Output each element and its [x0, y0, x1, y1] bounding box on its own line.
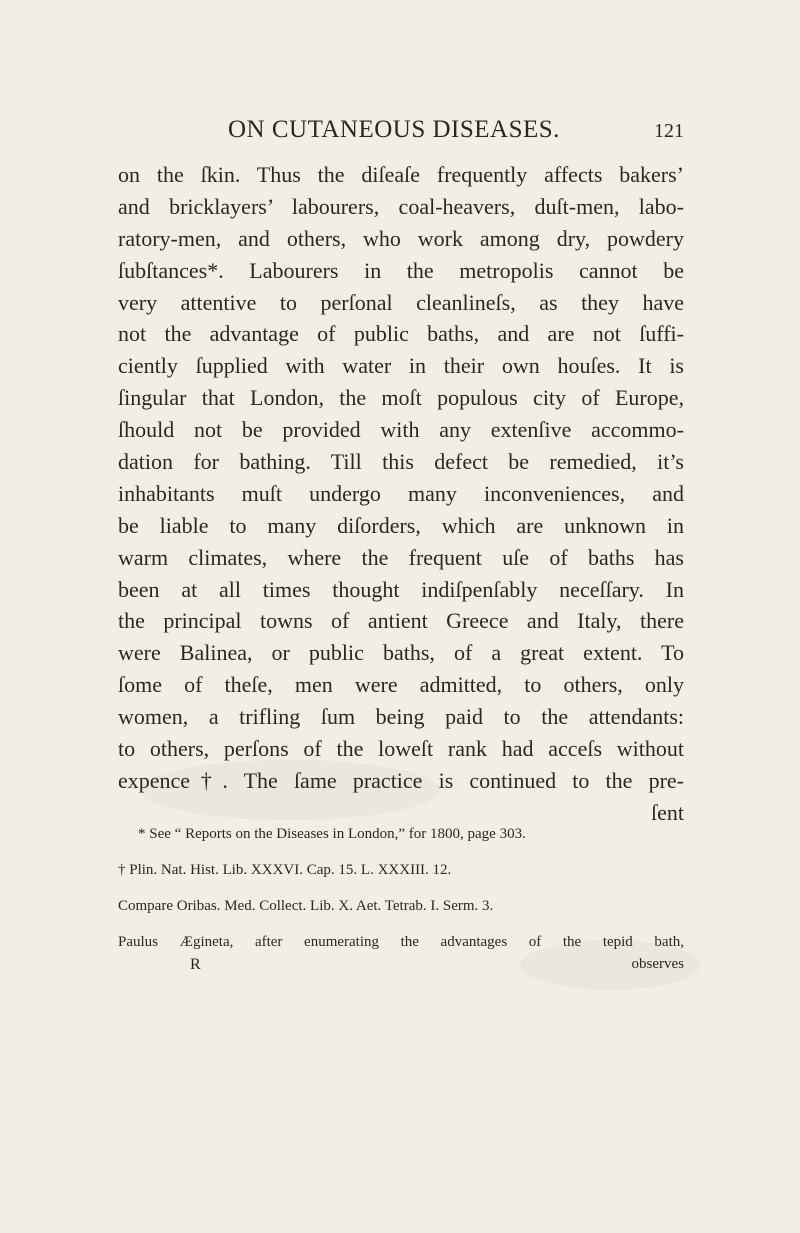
text-line: not the advantage of public baths, and are not ſuffi-	[118, 321, 684, 347]
running-head	[118, 112, 684, 152]
text-line: women, a trifling ſum being paid to the attendants:	[118, 704, 684, 730]
text-line: been at all times thought indiſpenſably neceſſary. In	[118, 576, 684, 602]
text-line: warm climates, where the frequent uſe of baths has	[118, 544, 684, 570]
footnote: Paulus Ægineta, after enumerating the advantages of the tepid bath,	[118, 934, 684, 950]
text-line: ſhould not be provided with any extenſive accommo-	[118, 417, 684, 443]
signature-mark: R	[190, 956, 201, 973]
text-line: ſome of theſe, men were admitted, to others, only	[118, 672, 684, 698]
footer-line	[118, 956, 684, 976]
text-line: on the ſkin. Thus the diſeaſe frequently affects bakers’	[118, 162, 684, 187]
footnote: * See “ Reports on the Diseases in London,” for 1800, page 303.	[138, 826, 526, 842]
footnote: Compare Oribas. Med. Collect. Lib. X. Aet. Tetrab. I. Serm. 3.	[118, 898, 494, 914]
text-line: to others, perſons of the loweſt rank had acceſs without	[118, 736, 684, 762]
text-line: and bricklayers’ labourers, coal-heavers, duſt-men, labo-	[118, 193, 684, 219]
text-line: ſubſtances*. Labourers in the metropolis cannot be	[118, 257, 684, 283]
catchword: observes	[631, 956, 684, 972]
text-line: dation for bathing. Till this defect be remedied, it’s	[118, 449, 684, 475]
text-line: ſingular that London, the moſt populous city of Europe,	[118, 385, 684, 411]
text-line: very attentive to perſonal cleanlineſs, as they have	[118, 289, 684, 315]
body-text	[118, 159, 684, 829]
page-number: 121	[654, 120, 684, 142]
footnote: † Plin. Nat. Hist. Lib. XXXVI. Cap. 15. L. XXXIII. 12.	[118, 862, 452, 878]
text-line: expence†. The ſame practice is continued to the pre-	[118, 767, 684, 793]
text-line: ciently ſupplied with water in their own houſes. It is	[118, 353, 684, 379]
running-title: ON CUTANEOUS DISEASES.	[228, 116, 560, 143]
text-line: inhabitants muſt undergo many inconveniences, and	[118, 480, 684, 506]
text-line: the principal towns of antient Greece and Italy, there	[118, 608, 684, 634]
text-line: ſent	[651, 799, 684, 825]
text-line: were Balinea, or public baths, of a great extent. To	[118, 640, 684, 666]
text-line: be liable to many diſorders, which are unknown in	[118, 512, 684, 538]
text-line: ratory-men, and others, who work among dry, powdery	[118, 225, 684, 251]
